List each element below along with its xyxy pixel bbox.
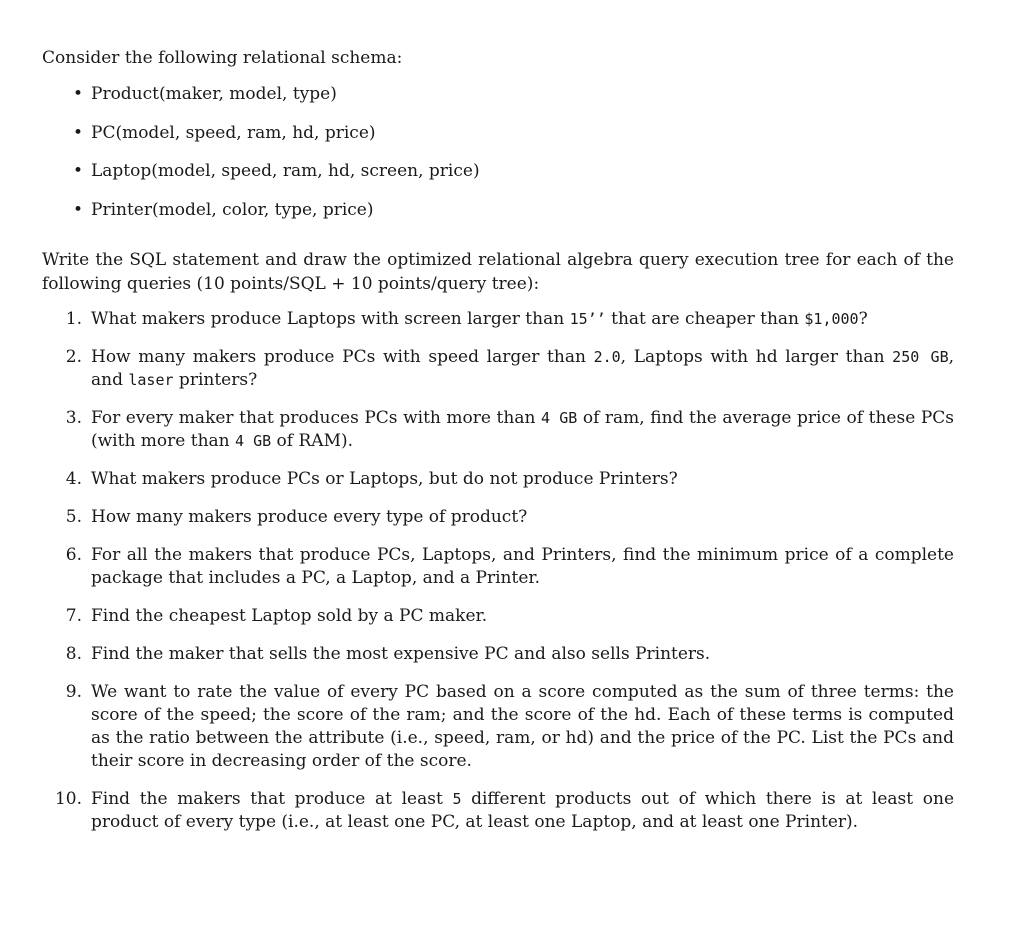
question-text: For all the makers that produce PCs, Laptops, and Printers, find the minimum price of a complete package that includes a PC, a Laptop, and a Printer. <box>91 544 954 588</box>
inline-code: 2.0 <box>593 347 621 366</box>
question-text: We want to rate the value of every PC based on a score computed as the sum of three terms: the score of the speed; the score of the ram; and the score of the hd. Each of these terms is computed as the ratio between the attribute (i.e., speed, ram, or hd) and the price of the PC. List the PCs and their score in decreasing order of the score. <box>91 681 954 771</box>
inline-code: 15’’ <box>569 309 606 328</box>
question-item <box>42 346 954 392</box>
question-text: of ram, find the average price of these PCs (with more than <box>91 407 955 451</box>
question-number: 10. <box>54 788 82 809</box>
schema-item-pc <box>42 121 954 145</box>
question-text: How many makers produce every type of product? <box>91 506 528 527</box>
question-text: Find the maker that sells the most expensive PC and also sells Printers. <box>91 643 711 664</box>
question-item <box>42 468 954 491</box>
question-item <box>42 308 954 331</box>
question-text: , Laptops with hd larger than <box>620 346 893 367</box>
question-number: 8. <box>65 643 82 664</box>
schema-item-text: PC(model, speed, ram, hd, price) <box>91 122 376 143</box>
question-text: different products out of which there is at least one product of every type (i.e., at least one PC, at least one Laptop, and at least one Printer). <box>91 788 955 832</box>
question-text: How many makers produce PCs with speed larger than <box>91 346 594 367</box>
question-text: What makers produce PCs or Laptops, but do not produce Printers? <box>91 468 678 489</box>
question-text: ? <box>858 308 868 329</box>
question-number: 5. <box>65 506 82 527</box>
question-text: For every maker that produces PCs with more than <box>91 407 541 428</box>
bullet-icon: • <box>73 199 84 220</box>
schema-item-text: Printer(model, color, type, price) <box>91 199 374 220</box>
question-number: 7. <box>65 605 82 626</box>
inline-code: laser <box>128 370 174 389</box>
question-text: that are cheaper than <box>605 308 805 329</box>
inline-code: 250 GB <box>892 347 949 366</box>
question-text: Find the cheapest Laptop sold by a PC maker. <box>91 605 488 626</box>
bullet-icon: • <box>73 161 84 181</box>
inline-code: 4 GB <box>235 431 272 450</box>
question-number: 2. <box>65 346 82 367</box>
bullet-icon: • <box>73 84 84 104</box>
question-list <box>42 308 954 834</box>
question-item <box>42 643 954 666</box>
task-instructions: Write the SQL statement and draw the optimized relational algebra query execution tree for each of the following queries (10 points/SQL + 10 points/query tree): <box>42 249 954 294</box>
question-item <box>42 506 954 529</box>
question-text: What makers produce Laptops with screen larger than <box>91 308 570 329</box>
question-number: 3. <box>65 407 82 428</box>
question-number: 1. <box>65 308 82 329</box>
question-text: of RAM). <box>271 430 354 451</box>
schema-item-laptop <box>42 159 954 183</box>
question-text: Find the makers that produce at least <box>91 788 453 809</box>
question-item <box>42 544 954 590</box>
schema-item-printer <box>42 198 954 222</box>
question-text: printers? <box>173 369 258 390</box>
question-text: , and <box>91 346 955 390</box>
schema-item-text: Laptop(model, speed, ram, hd, screen, price) <box>91 161 480 181</box>
schema-intro: Consider the following relational schema: <box>42 48 403 68</box>
schema-item-text: Product(maker, model, type) <box>91 84 337 104</box>
schema-item-product <box>42 82 954 106</box>
question-number: 9. <box>65 681 82 702</box>
question-number: 6. <box>65 544 82 565</box>
document-page <box>42 46 954 849</box>
question-item <box>42 681 954 773</box>
inline-code: $1,000 <box>804 309 859 328</box>
bullet-icon: • <box>73 122 84 143</box>
schema-list <box>42 82 954 222</box>
question-item <box>42 407 954 453</box>
question-number: 4. <box>65 468 82 489</box>
question-item <box>42 788 954 834</box>
inline-code: 4 GB <box>540 408 578 427</box>
inline-code: 5 <box>452 789 462 808</box>
question-item <box>42 605 954 628</box>
